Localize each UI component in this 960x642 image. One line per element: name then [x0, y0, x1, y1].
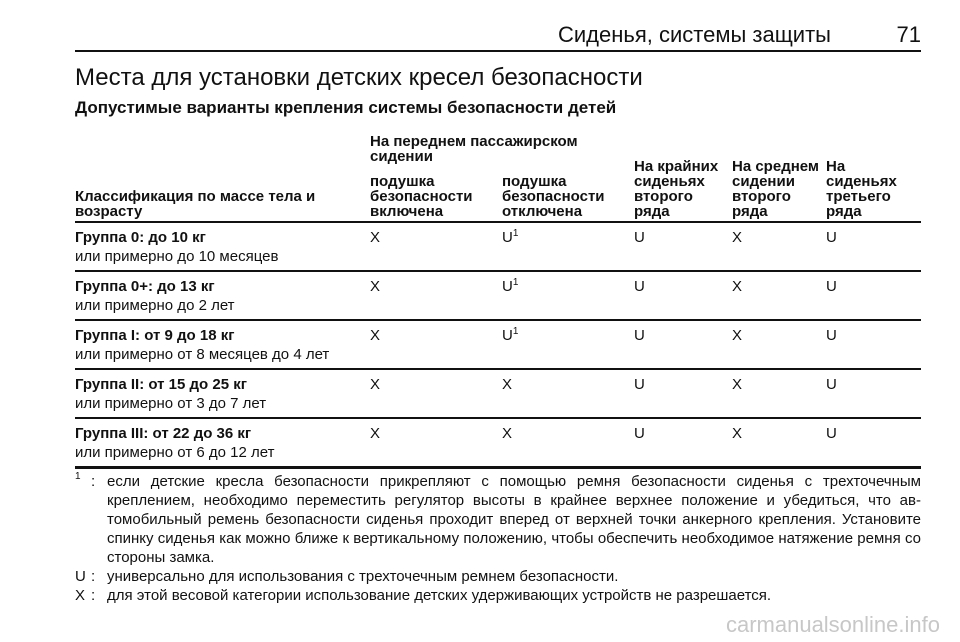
- group-label: Группа I: от 9 до 18 кг: [75, 327, 235, 344]
- suitability-value: X: [732, 278, 743, 295]
- suitability-cell: [502, 271, 634, 320]
- suitability-value: U: [826, 229, 837, 246]
- suitability-value: U: [826, 425, 837, 442]
- suitability-cell: [732, 320, 826, 369]
- suitability-cell: [634, 369, 732, 418]
- footnote-text-1: если детские кресла безопасности прикрепляют с помощью ремня безопасности сиденья с трехточечным креплением, необходимо переместить регулятор высоты в крайнее верхнее положение и убедиться, что автомобильный ремень безопасности сиденья проходит вперед от верхней точки анкерного крепления. Установите спинку сиденья как можно ближе к вертикальному положению, чтобы обеспечить необходимое натяжение ремня со стороны замка.: [107, 473, 921, 566]
- footnote-ref: 1: [512, 326, 519, 337]
- suitability-cell: [826, 222, 921, 271]
- footnote-ref: 1: [512, 277, 519, 288]
- suitability-cell: [826, 418, 921, 468]
- suitability-value: U: [502, 327, 513, 344]
- suitability-cell: [634, 418, 732, 468]
- group-label: Группа III: от 22 до 36 кг: [75, 425, 252, 442]
- table-row: [75, 222, 921, 271]
- footnote-text-u: универсально для использования с трехточечным ремнем безопасности.: [107, 568, 619, 585]
- col-header-airbag-off: подушка безопасности отключена: [502, 172, 634, 222]
- suitability-value: X: [732, 327, 743, 344]
- suitability-value: U: [502, 229, 513, 246]
- section-title: Сиденья, системы защиты: [557, 22, 831, 47]
- suitability-cell: [732, 369, 826, 418]
- watermark: carmanualsonline.info: [725, 612, 940, 637]
- suitability-value: U: [502, 278, 513, 295]
- page-header: [75, 18, 921, 52]
- col-header-third-row: На сиденьях третьего ряда: [826, 130, 921, 222]
- suitability-cell: [826, 271, 921, 320]
- suitability-cell: [370, 271, 502, 320]
- suitability-value: U: [826, 278, 837, 295]
- suitability-value: X: [370, 229, 381, 246]
- suitability-value: U: [634, 229, 645, 246]
- page-number: 71: [896, 22, 921, 47]
- suitability-cell: [732, 418, 826, 468]
- group-label: Группа 0+: до 13 кг: [75, 278, 215, 295]
- suitability-cell: [826, 369, 921, 418]
- footnote-x: [75, 586, 921, 605]
- suitability-value: U: [634, 278, 645, 295]
- footnote-ref: 1: [512, 228, 519, 239]
- suitability-cell: [370, 320, 502, 369]
- table-subtitle: Допустимые варианты крепления системы безопасности детей: [75, 98, 617, 117]
- suitability-value: X: [502, 376, 513, 393]
- col-header-airbag-on: подушка безопасности включена: [370, 172, 502, 222]
- page-title: Места для установки детских кресел безопасности: [75, 64, 643, 91]
- footnote-colon: :: [91, 473, 96, 490]
- suitability-cell: [502, 418, 634, 468]
- footnote-colon: :: [91, 587, 96, 604]
- suitability-value: U: [826, 376, 837, 393]
- suitability-value: X: [502, 425, 513, 442]
- seat-table: [75, 130, 921, 469]
- weight-class-cell: [75, 271, 370, 320]
- suitability-cell: [634, 271, 732, 320]
- suitability-cell: [634, 222, 732, 271]
- footnote-text-x: для этой весовой категории использование детских удерживающих устройств не разрешается.: [107, 587, 772, 604]
- suitability-value: X: [370, 425, 381, 442]
- suitability-value: X: [370, 278, 381, 295]
- suitability-value: X: [732, 229, 743, 246]
- suitability-value: X: [732, 376, 743, 393]
- table-row: [75, 320, 921, 369]
- weight-class-cell: [75, 418, 370, 468]
- weight-class-cell: [75, 320, 370, 369]
- suitability-cell: [634, 320, 732, 369]
- suitability-value: U: [634, 327, 645, 344]
- age-label: или примерно от 6 до 12 лет: [75, 444, 275, 461]
- weight-class-cell: [75, 369, 370, 418]
- table-row: [75, 369, 921, 418]
- suitability-value: X: [370, 327, 381, 344]
- age-label: или примерно от 3 до 7 лет: [75, 395, 267, 412]
- suitability-cell: [502, 222, 634, 271]
- suitability-cell: [732, 271, 826, 320]
- table-row: [75, 418, 921, 468]
- group-label: Группа II: от 15 до 25 кг: [75, 376, 247, 393]
- table-row: [75, 271, 921, 320]
- footnotes: [75, 472, 921, 605]
- age-label: или примерно до 2 лет: [75, 297, 235, 314]
- suitability-value: X: [370, 376, 381, 393]
- col-header-front-seat: На переднем пассажирском сидении: [370, 133, 578, 165]
- suitability-value: U: [634, 425, 645, 442]
- suitability-cell: [826, 320, 921, 369]
- col-header-classification: Классификация по массе тела и возрасту: [75, 130, 370, 222]
- suitability-cell: [370, 222, 502, 271]
- footnote-u: [75, 567, 921, 586]
- suitability-value: U: [826, 327, 837, 344]
- group-label: Группа 0: до 10 кг: [75, 229, 206, 246]
- suitability-cell: [502, 320, 634, 369]
- suitability-value: U: [634, 376, 645, 393]
- suitability-cell: [370, 418, 502, 468]
- suitability-value: X: [732, 425, 743, 442]
- suitability-cell: [732, 222, 826, 271]
- footnote-key-1: 1: [75, 471, 81, 482]
- col-header-second-row-center: На среднем сидении второго ряда: [732, 130, 826, 222]
- footnote-colon: :: [91, 568, 96, 585]
- footnote-key-u: U: [75, 568, 86, 585]
- age-label: или примерно от 8 месяцев до 4 лет: [75, 346, 330, 363]
- footnote-1: [75, 472, 921, 567]
- footnote-key-x: X: [75, 587, 86, 604]
- col-header-second-row-outer: На крайних сиденьях второго ряда: [634, 130, 732, 222]
- age-label: или примерно до 10 месяцев: [75, 248, 279, 265]
- suitability-cell: [502, 369, 634, 418]
- suitability-cell: [370, 369, 502, 418]
- weight-class-cell: [75, 222, 370, 271]
